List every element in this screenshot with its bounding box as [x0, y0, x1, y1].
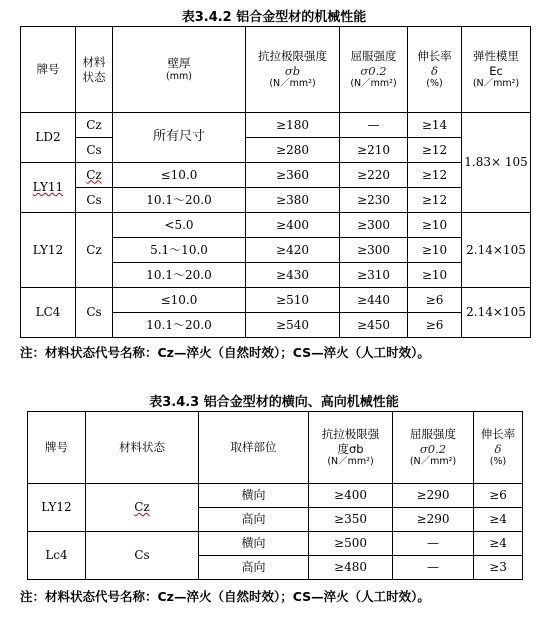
yield-cell: ≥450: [340, 313, 408, 338]
col-yield-symbol: σ0.2: [360, 63, 387, 78]
yield-cell: ≥220: [340, 163, 408, 188]
state-cell: Cs: [76, 288, 113, 338]
col-elong: [408, 27, 462, 113]
table-row: [21, 138, 531, 163]
col-elong: [474, 412, 523, 484]
wall-cell: <5.0: [113, 213, 246, 238]
col-yield-label: 屈服强度: [410, 427, 456, 442]
tensile-cell: ≥500: [309, 532, 393, 556]
elong-cell: ≥14: [408, 113, 462, 138]
col-tensile: [246, 27, 340, 113]
table1-title: 表3.4.2 铝合金型材的机械性能: [181, 10, 367, 25]
grade-cell: LD2: [21, 113, 76, 163]
tensile-cell: ≥430: [246, 263, 340, 288]
yield-cell: —: [393, 532, 474, 556]
col-state: 材料状态: [86, 412, 199, 484]
yield-cell: ≥300: [340, 238, 408, 263]
col-location: 取样部位: [199, 412, 309, 484]
location-cell: 高向: [199, 556, 309, 580]
yield-cell: ≥230: [340, 188, 408, 213]
col-wall-label: 壁厚: [167, 56, 191, 71]
col-yield: [340, 27, 408, 113]
modulus-cell: 2.14×105: [462, 288, 531, 338]
state-label: Cz: [86, 167, 102, 182]
location-cell: 横向: [199, 532, 309, 556]
col-elong-unit: (%): [489, 455, 507, 467]
state-cell: Cz: [76, 113, 113, 138]
yield-cell: ≥300: [340, 213, 408, 238]
grade-cell: [21, 163, 76, 213]
state-cell: Cs: [86, 532, 199, 580]
col-yield-unit: (N／mm²): [409, 455, 457, 467]
wall-cell: ≤10.0: [113, 288, 246, 313]
elong-cell: ≥4: [474, 508, 523, 532]
col-elong-label: 伸长率: [480, 427, 516, 442]
wall-cell: 10.1～20.0: [113, 263, 246, 288]
table-row: [28, 484, 523, 508]
tensile-cell: ≥180: [246, 113, 340, 138]
col-tensile-symbol: σb: [284, 63, 301, 78]
wall-cell: 10.1～20.0: [113, 313, 246, 338]
col-state-line1: 材料: [82, 55, 106, 70]
elong-cell: ≥10: [408, 213, 462, 238]
table-row: [21, 188, 531, 213]
state-cell: Cs: [76, 138, 113, 163]
table1: [20, 26, 531, 338]
tensile-cell: ≥280: [246, 138, 340, 163]
tensile-cell: ≥400: [246, 213, 340, 238]
col-modulus-label: 弹性模里: [473, 49, 519, 64]
wall-cell: 5.1～10.0: [113, 238, 246, 263]
col-yield: [393, 412, 474, 484]
grade-cell: Lc4: [28, 532, 86, 580]
col-yield-label: 屈服强度: [350, 49, 397, 64]
tensile-cell: ≥380: [246, 188, 340, 213]
col-modulus: [462, 27, 531, 113]
elong-cell: ≥12: [408, 188, 462, 213]
table2-title: 表3.4.3 铝合金型材的横向、高向机械性能: [149, 395, 399, 410]
state-label: Cz: [134, 500, 150, 514]
col-yield-symbol: σ0.2: [419, 441, 447, 456]
grade-label: LY11: [32, 180, 64, 194]
table-row: [21, 113, 531, 138]
state-cell: [76, 163, 113, 188]
state-cell: Cz: [76, 213, 113, 288]
yield-cell: ≥310: [340, 263, 408, 288]
elong-cell: ≥6: [408, 313, 462, 338]
location-cell: 横向: [199, 484, 309, 508]
col-elong-symbol: δ: [431, 63, 438, 78]
col-elong-label: 伸长率: [417, 49, 452, 64]
yield-cell: ≥290: [393, 484, 474, 508]
elong-cell: ≥10: [408, 263, 462, 288]
col-grade: 牌号: [28, 412, 86, 484]
modulus-cell: 2.14×105: [462, 213, 531, 288]
yield-cell: —: [340, 113, 408, 138]
table-row: [21, 288, 531, 313]
col-modulus-symbol: Ec: [489, 63, 503, 78]
elong-cell: ≥10: [408, 238, 462, 263]
modulus-cell: 1.83× 105: [462, 113, 531, 213]
col-modulus-unit: (N／mm²): [472, 77, 520, 89]
location-cell: 高向: [199, 508, 309, 532]
table-row: [21, 213, 531, 238]
table-row: [21, 163, 531, 188]
wall-cell: ≤10.0: [113, 163, 246, 188]
tensile-cell: ≥360: [246, 163, 340, 188]
table1-header-row: [21, 27, 531, 113]
col-tensile: [309, 412, 393, 484]
yield-cell: ≥440: [340, 288, 408, 313]
wall-cell: 所有尺寸: [113, 113, 246, 163]
col-tensile-line2: 度σb: [337, 441, 364, 456]
col-elong-unit: (%): [426, 77, 443, 89]
grade-cell: LY12: [28, 484, 86, 532]
state-cell: Cs: [76, 188, 113, 213]
col-grade: 牌号: [21, 27, 76, 113]
grade-cell: LC4: [21, 288, 76, 338]
elong-cell: ≥6: [408, 288, 462, 313]
col-tensile-unit: (N／mm²): [327, 455, 374, 467]
tensile-cell: ≥350: [309, 508, 393, 532]
tensile-cell: ≥480: [309, 556, 393, 580]
tensile-cell: ≥420: [246, 238, 340, 263]
col-state: [76, 27, 113, 113]
table2-note: 注：材料状态代号名称：Cz—淬火（自然时效）；CS—淬火（人工时效）。: [20, 589, 430, 604]
col-state-line2: 状态: [82, 69, 106, 84]
grade-cell: LY12: [21, 213, 76, 288]
col-tensile-unit: (N／mm²): [269, 77, 316, 89]
col-tensile-line1: 抗拉极限强: [321, 427, 380, 442]
yield-cell: ≥290: [393, 508, 474, 532]
col-yield-unit: (N／mm²): [350, 77, 397, 89]
tensile-cell: ≥540: [246, 313, 340, 338]
col-tensile-label: 抗拉极限强度: [258, 49, 327, 64]
tensile-cell: ≥400: [309, 484, 393, 508]
yield-cell: ≥210: [340, 138, 408, 163]
elong-cell: ≥3: [474, 556, 523, 580]
tensile-cell: ≥510: [246, 288, 340, 313]
table2: [27, 411, 523, 580]
yield-cell: —: [393, 556, 474, 580]
col-wall-unit: (mm): [166, 70, 192, 82]
state-cell: [86, 484, 199, 532]
elong-cell: ≥12: [408, 163, 462, 188]
col-elong-symbol: δ: [494, 441, 502, 456]
table-row: [28, 532, 523, 556]
elong-cell: ≥6: [474, 484, 523, 508]
elong-cell: ≥4: [474, 532, 523, 556]
wall-cell: 10.1～20.0: [113, 188, 246, 213]
table1-note: 注：材料状态代号名称：Cz—淬火（自然时效）；CS—淬火（人工时效）。: [20, 345, 430, 360]
col-wall: [113, 27, 246, 113]
elong-cell: ≥12: [408, 138, 462, 163]
table2-header-row: [28, 412, 523, 484]
